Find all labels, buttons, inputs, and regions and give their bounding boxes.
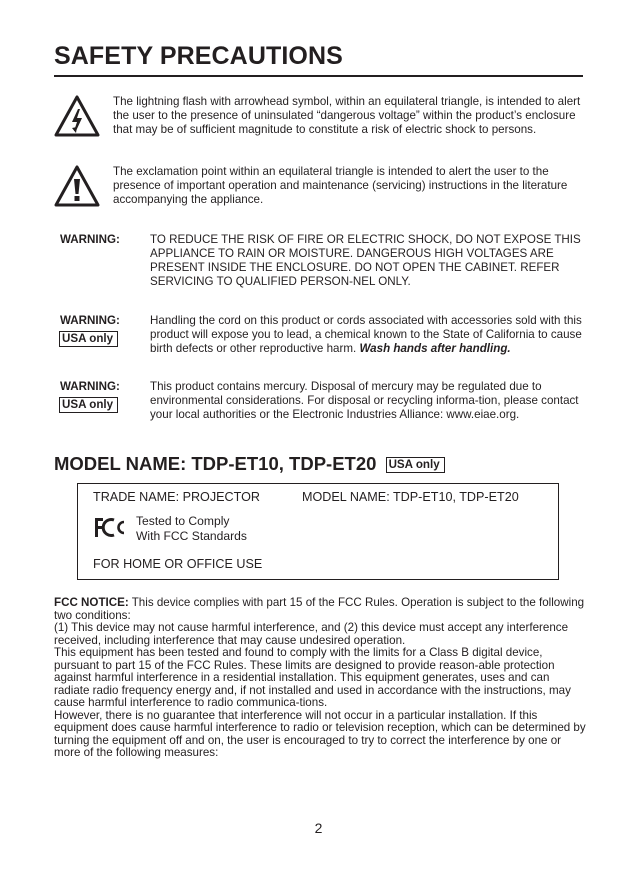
fcc-notice-para-2: This equipment has been tested and found to comply with the limits for a Class B digital device, pursuant to part 15 of the FCC Rules. These limits are designed to provide reason-able protection against harmful interference in a residential installation. This equipment generates, uses and can radiate radio frequency energy and, if not installed and used in accordance with the instructions, may cause harmful interference to radio communica-tions. [54, 646, 571, 709]
fcc-logo-icon [93, 516, 127, 538]
home-office-use: FOR HOME OR OFFICE USE [93, 557, 263, 571]
usa-only-badge: USA only [386, 457, 445, 473]
page-number: 2 [314, 820, 323, 836]
product-label-box [77, 483, 559, 580]
usa-only-badge: USA only [59, 397, 118, 413]
lightning-symbol-text: The lightning flash with arrowhead symbol, within an equilateral triangle, is intended to alert the user to the presence of uninsulated “dangerous voltage” within the product’s enclosure that may be of sufficient magnitude to constitute a risk of electric shock to persons. [113, 95, 581, 137]
fcc-line-1: Tested to Comply [136, 514, 230, 528]
model-heading-text: MODEL NAME: TDP-ET10, TDP-ET20 [54, 453, 377, 474]
exclamation-triangle-icon [54, 165, 100, 207]
fcc-notice [54, 597, 586, 760]
fcc-notice-intro-text: This device complies with part 15 of the FCC Rules. Operation is subject to the following two conditions: [54, 596, 585, 622]
trade-name: TRADE NAME: PROJECTOR [93, 490, 261, 504]
warning-text [150, 314, 584, 356]
warning-lead-text: Handling the cord on this product or cords associated with accessories sold with this product will expose you to lead, a chemical known to the State of California to cause birth defects or other reproductive harm. [150, 314, 582, 356]
warning-label: WARNING: [60, 233, 120, 246]
model-heading [54, 453, 445, 475]
fcc-notice-conditions: (1) This device may not cause harmful interference, and (2) this device must accept any interference received, including interference that may cause undesired operation. [54, 621, 569, 647]
fcc-notice-para-3: However, there is no guarantee that interference will not occur in a particular installation. If this equipment does cause harmful interference to radio or television reception, which can be determined by turning the equipment off and on, the user is encouraged to try to correct the interference by one or more of the following measures: [54, 708, 586, 759]
lightning-triangle-icon [54, 95, 100, 137]
page-title: SAFETY PRECAUTIONS [54, 42, 343, 70]
fcc-compliance-text [136, 514, 247, 544]
warning-text: This product contains mercury. Disposal of mercury may be regulated due to environmental considerations. For disposal or recycling informa-tion, please contact your local authorities or the Electronic Industries Alliance: www.eiae.org. [150, 380, 579, 422]
exclamation-symbol-text: The exclamation point within an equilateral triangle is intended to alert the user to the presence of important operation and maintenance (servicing) instructions in the literature accompanying the appliance. [113, 165, 568, 207]
usa-only-badge: USA only [59, 331, 118, 347]
fcc-line-2: With FCC Standards [136, 529, 247, 543]
warning-label: WARNING: [60, 380, 120, 393]
label-model-name: MODEL NAME: TDP-ET10, TDP-ET20 [302, 490, 519, 504]
wash-hands-emphasis: Wash hands after handling. [359, 342, 511, 356]
warning-label: WARNING: [60, 314, 120, 327]
warning-text: TO REDUCE THE RISK OF FIRE OR ELECTRIC SHOCK, DO NOT EXPOSE THIS APPLIANCE TO RAIN OR MOISTURE. DANGEROUS HIGH VOLTAGES ARE PRESENT INSIDE THE ENCLOSURE. DO NOT OPEN THE CABINET. REFER SERVICING TO QUALIFIED PERSON-NEL ONLY. [150, 233, 581, 289]
fcc-notice-lead: FCC NOTICE: [54, 596, 129, 609]
fcc-notice-intro [54, 597, 586, 622]
title-rule [54, 75, 583, 77]
